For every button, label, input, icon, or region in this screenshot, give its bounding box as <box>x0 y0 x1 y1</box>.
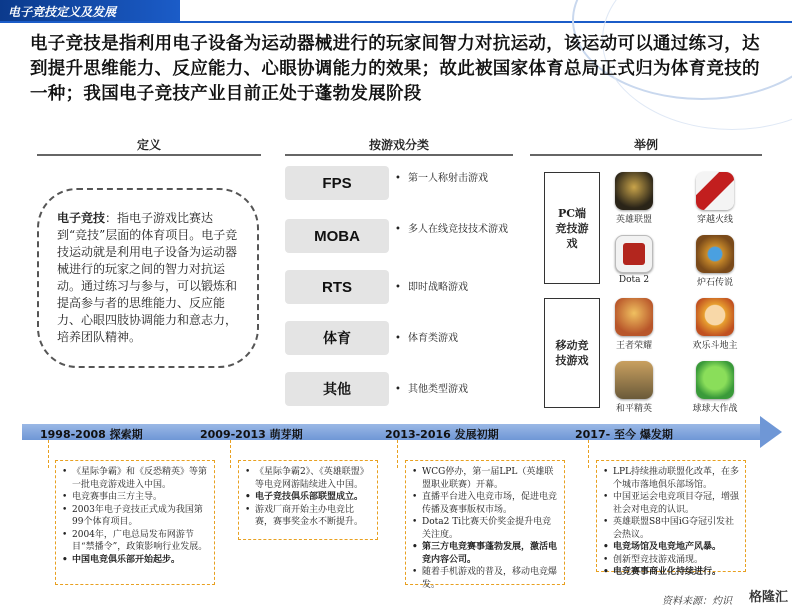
period-item: • 《星际争霸2》、《英雄联盟》等电竞网游陆续进入中国。 <box>245 466 371 491</box>
period-item: • 创新型竞技游戏涌现。 <box>603 554 739 567</box>
period-item: • 电竞赛事由三方主导。 <box>62 491 208 504</box>
period-item: • 电子竞技俱乐部联盟成立。 <box>245 491 371 504</box>
period-item: • 电竞赛事商业化持续进行。 <box>603 566 739 579</box>
timeline-stem <box>48 440 49 468</box>
group-mobile: 移动竞技游戏 <box>544 298 600 408</box>
period-item: • 电竞场馆及电竞地产风暴。 <box>603 541 739 554</box>
period-item: • Dota2 Ti比赛天价奖金提升电竞关注度。 <box>412 516 558 541</box>
period-label: 2017- 至今 爆发期 <box>575 428 673 441</box>
period-item: • 随着手机游戏的普及，移动电竞爆发。 <box>412 566 558 591</box>
peace-elite-icon <box>615 361 653 399</box>
category-fps: FPS <box>285 166 389 200</box>
dota2-icon <box>615 235 653 273</box>
group-pc: PC端竞技游戏 <box>544 172 600 284</box>
period-box-1 <box>55 460 215 585</box>
definition-box <box>37 188 259 368</box>
page-title: 电子竞技定义及发展 <box>8 5 117 19</box>
category-rts: RTS <box>285 270 389 304</box>
period-item: • 第三方电竞赛事蓬勃发展，激活电竞内容公司。 <box>412 541 558 566</box>
period-item: • LPL持续推动联盟化改革，在多个城市落地俱乐部场馆。 <box>603 466 739 491</box>
game-label: 英雄联盟 <box>615 215 652 225</box>
period-label: 2009-2013 萌芽期 <box>200 428 303 441</box>
period-item: • 游戏厂商开始主办电竞比赛，赛事奖金水不断提升。 <box>245 504 371 529</box>
cf-icon <box>696 172 734 210</box>
column-head-definition: 定义 <box>37 136 261 156</box>
game-dota2 <box>615 235 653 273</box>
game-label: 炉石传说 <box>696 278 733 288</box>
column-head-examples: 举例 <box>530 136 762 156</box>
game-label: 球球大作战 <box>692 404 738 414</box>
game-ball-battle <box>696 361 734 399</box>
game-honor-of-kings <box>615 298 653 336</box>
period-box-2 <box>238 460 378 540</box>
timeline-stem <box>397 440 398 468</box>
game-hearthstone <box>696 235 734 273</box>
column-head-classify: 按游戏分类 <box>285 136 513 156</box>
intro-paragraph: 电子竞技是指利用电子设备为运动器械进行的玩家间智力对抗运动，该运动可以通过练习，达到提升思维能力、反应能力、心眼协调能力的效果；故此被国家体育总局正式归为体育竞技的一种；我国电子竞技产业目前正处于蓬勃发展阶段 <box>30 34 760 104</box>
period-label: 2013-2016 发展初期 <box>385 428 499 441</box>
doudizhu-icon <box>696 298 734 336</box>
honor-of-kings-icon <box>615 298 653 336</box>
hearthstone-icon <box>696 235 734 273</box>
definition-term: 电子竞技 <box>57 211 106 225</box>
period-item: • 《星际争霸》和《反恐精英》等第一批电竞游戏进入中国。 <box>62 466 208 491</box>
game-cf <box>696 172 734 210</box>
timeline-stem <box>230 440 231 468</box>
game-label: 和平精英 <box>615 404 652 414</box>
source-note: 资料来源：灼识 <box>662 596 732 607</box>
period-box-3 <box>405 460 565 590</box>
period-item: • 中国电竞俱乐部开始起步。 <box>62 554 208 567</box>
category-desc: • 即时战略游戏 <box>396 281 511 295</box>
period-item: • 2003年电子竞技正式成为我国第99个体育项目。 <box>62 504 208 529</box>
period-item: • 英雄联盟S8中国iG夺冠引发社会热议。 <box>603 516 739 541</box>
category-other: 其他 <box>285 372 389 406</box>
category-moba: MOBA <box>285 219 389 253</box>
lol-icon <box>615 172 653 210</box>
period-box-4 <box>596 460 746 577</box>
timeline-stem <box>588 440 589 468</box>
period-item: • 直播平台进入电竞市场，促进电竞传播及赛事版权市场。 <box>412 491 558 516</box>
game-lol <box>615 172 653 210</box>
game-label: 王者荣耀 <box>615 341 652 351</box>
definition-body: ：指电子游戏比赛达到“竞技”层面的体育项目。电子竞技运动就是利用电子设备为运动器械进行的玩家之间的智力对抗运动。通过练习与参与，可以锻炼和提高参与者的思维能力、反应能力、心眼四肢协调能力和意志力，培养团队精神。 <box>57 211 238 344</box>
game-label: 穿越火线 <box>696 215 733 225</box>
category-desc: • 第一人称射击游戏 <box>396 172 511 186</box>
period-item: • WCG停办，第一届LPL（英雄联盟职业联赛）开幕。 <box>412 466 558 491</box>
game-peace-elite <box>615 361 653 399</box>
period-item: • 中国亚运会电竞项目夺冠，增强社会对电竞的认识。 <box>603 491 739 516</box>
timeline-arrowhead <box>760 416 782 448</box>
period-label: 1998-2008 探索期 <box>40 428 143 441</box>
category-sports: 体育 <box>285 321 389 355</box>
category-desc: • 多人在线竞技技术游戏 <box>396 223 511 237</box>
watermark-logo: 格隆汇 <box>748 590 788 605</box>
ball-battle-icon <box>696 361 734 399</box>
game-label: Dota 2 <box>618 275 650 285</box>
game-label: 欢乐斗地主 <box>692 341 738 351</box>
category-desc: • 体育类游戏 <box>396 332 511 346</box>
game-doudizhu <box>696 298 734 336</box>
period-item: • 2004年，广电总局发布网游节目“禁播令”，政策影响行业发展。 <box>62 529 208 554</box>
category-desc: • 其他类型游戏 <box>396 383 511 397</box>
